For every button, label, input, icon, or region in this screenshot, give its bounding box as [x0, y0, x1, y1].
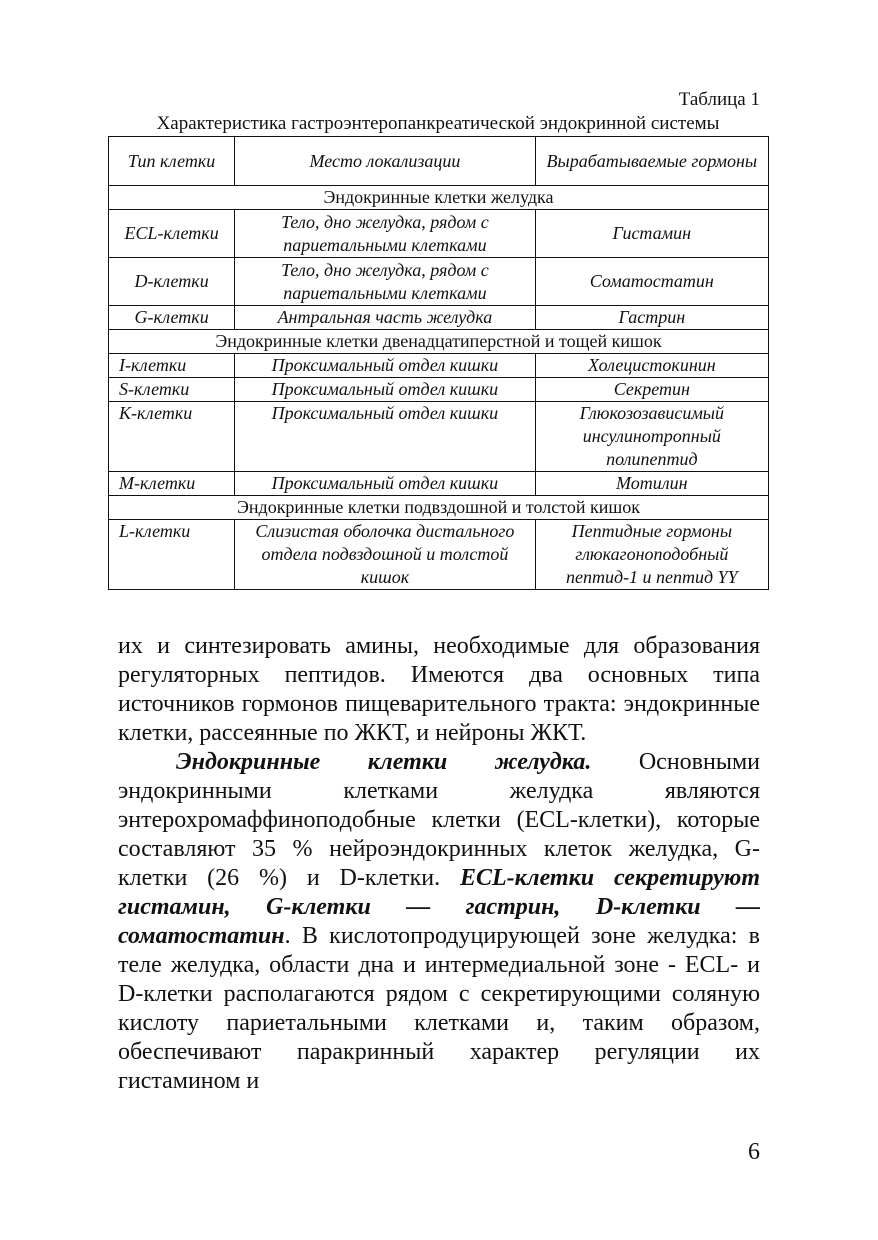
section-row — [109, 496, 769, 520]
paragraph — [118, 748, 760, 1096]
cell-type: K-клетки — [109, 402, 235, 472]
section-title: Эндокринные клетки желудка — [109, 186, 769, 210]
cell-hormone: Соматостатин — [535, 258, 768, 306]
body-text — [118, 632, 760, 1096]
hormone-table — [108, 136, 769, 590]
paragraph: их и синтезировать амины, необходимые для образования регуляторных пептидов. Имеются два основных типа источников гормонов пищеварительного тракта: эндокринные клетки, рассеянные по ЖКТ, и нейроны ЖКТ. — [118, 633, 760, 746]
header-cell-location: Место локализации — [235, 137, 535, 186]
table-row — [109, 210, 769, 258]
emphasis-text: ECL-клетки секретируют гистамин, G-клетки — гастрин, D-клетки — соматостатин — [118, 865, 760, 949]
cell-type: ECL-клетки — [109, 210, 235, 258]
header-cell-hormones: Вырабатываемые гормоны — [535, 137, 768, 186]
paragraph-text: Основными эндокринными клетками желудка являются энтерохромаффиноподобные клетки (ECL-клетки), которые составляют 35 % нейроэндокринных клеток желудка, G-клетки (26 %) и D-клетки. — [118, 749, 760, 891]
cell-location: Проксимальный отдел кишки — [235, 378, 535, 402]
cell-type: I-клетки — [109, 354, 235, 378]
cell-location: Проксимальный отдел кишки — [235, 472, 535, 496]
cell-location: Проксимальный отдел кишки — [235, 402, 535, 472]
cell-hormone: Секретин — [535, 378, 768, 402]
cell-type: D-клетки — [109, 258, 235, 306]
cell-location: Антральная часть желудка — [235, 306, 535, 330]
table-row — [109, 306, 769, 330]
section-row — [109, 186, 769, 210]
cell-hormone: Гастрин — [535, 306, 768, 330]
cell-type: S-клетки — [109, 378, 235, 402]
table-row — [109, 258, 769, 306]
cell-type: G-клетки — [109, 306, 235, 330]
section-row — [109, 330, 769, 354]
cell-type: L-клетки — [109, 520, 235, 590]
table-header-row — [109, 137, 769, 186]
table-label: Таблица 1 — [678, 89, 760, 110]
section-heading: Эндокринные клетки желудка. — [176, 749, 592, 775]
table-row — [109, 472, 769, 496]
table-row — [109, 378, 769, 402]
paragraph-text: . В кислотопродуцирующей зоне желудка: в теле желудка, области дна и интермедиальной зоне - ECL- и D-клетки располагаются рядом с секретирующими соляную кислоту париетальными клетками и, таким образом, обеспечивают паракринный характер регуляции их гистамином и — [118, 923, 760, 1094]
section-title: Эндокринные клетки подвздошной и толстой кишок — [109, 496, 769, 520]
table-row — [109, 402, 769, 472]
cell-location: Проксимальный отдел кишки — [235, 354, 535, 378]
page-number: 6 — [748, 1139, 760, 1165]
cell-hormone: Пептидные гормоны глюкагоноподобный пептид-1 и пептид YY — [535, 520, 768, 590]
cell-location: Слизистая оболочка дистального отдела подвздошной и толстой кишок — [235, 520, 535, 590]
table-caption: Характеристика гастроэнтеропанкреатической эндокринной системы — [156, 113, 720, 134]
cell-hormone: Мотилин — [535, 472, 768, 496]
cell-location: Тело, дно желудка, рядом с париетальными клетками — [235, 210, 535, 258]
cell-type: M-клетки — [109, 472, 235, 496]
table-row — [109, 354, 769, 378]
cell-hormone: Глюкозозависимый инсулинотропный полипептид — [535, 402, 768, 472]
table-row — [109, 520, 769, 590]
cell-hormone: Гистамин — [535, 210, 768, 258]
header-cell-type: Тип клетки — [109, 137, 235, 186]
cell-hormone: Холецистокинин — [535, 354, 768, 378]
cell-location: Тело, дно желудка, рядом с париетальными клетками — [235, 258, 535, 306]
section-title: Эндокринные клетки двенадцатиперстной и тощей кишок — [109, 330, 769, 354]
